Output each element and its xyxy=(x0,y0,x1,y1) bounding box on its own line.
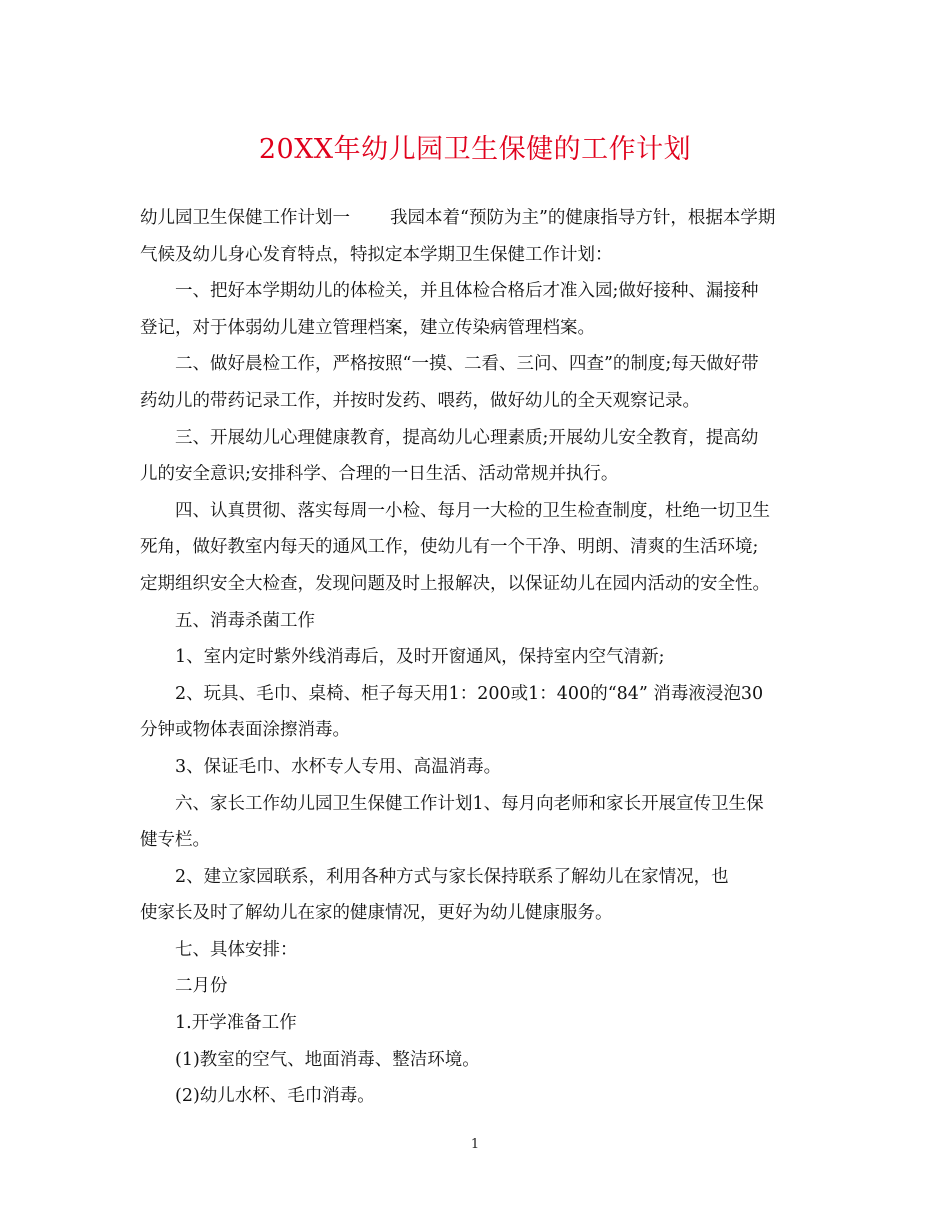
paragraph-line: 1、室内定时紫外线消毒后，及时开窗通风，保持室内空气清新; xyxy=(175,647,665,668)
paragraph-line: (2)幼儿水杯、毛巾消毒。 xyxy=(175,1086,375,1107)
paragraph-line: 药幼儿的带药记录工作，并按时发药、喂药，做好幼儿的全天观察记录。 xyxy=(140,390,700,411)
section-heading: 幼儿园卫生保健工作计划一 xyxy=(140,208,350,228)
paragraph-line: 使家长及时了解幼儿在家的健康情况，更好为幼儿健康服务。 xyxy=(140,903,613,924)
paragraph-line: 定期组织安全大检查，发现问题及时上报解决，以保证幼儿在园内活动的安全性。 xyxy=(140,573,770,594)
paragraph-line: 3、保证毛巾、水杯专人专用、高温消毒。 xyxy=(175,756,502,777)
paragraph-line: 2、建立家园联系，利用各种方式与家长保持联系了解幼儿在家情况，也 xyxy=(175,866,729,887)
paragraph-line: 儿的安全意识;安排科学、合理的一日生活、活动常规并执行。 xyxy=(140,464,619,485)
paragraph-line xyxy=(140,200,812,237)
document-body xyxy=(140,200,812,1115)
paragraph-line: 健专栏。 xyxy=(140,830,210,851)
paragraph-line: (1)教室的空气、地面消毒、整洁环境。 xyxy=(175,1049,480,1070)
paragraph-line: 死角，做好教室内每天的通风工作，使幼儿有一个干净、明朗、清爽的生活环境; xyxy=(140,537,759,558)
paragraph-line: 登记，对于体弱幼儿建立管理档案，建立传染病管理档案。 xyxy=(140,317,595,338)
paragraph-line: 分钟或物体表面涂擦消毒。 xyxy=(140,720,350,741)
paragraph-line: 气候及幼儿身心发育特点，特拟定本学期卫生保健工作计划： xyxy=(140,244,613,265)
paragraph-line: 二月份 xyxy=(175,976,228,997)
paragraph-line: 三、开展幼儿心理健康教育，提高幼儿心理素质;开展幼儿安全教育，提高幼 xyxy=(175,427,759,448)
document-title: 20XX年幼儿园卫生保健的工作计划 xyxy=(258,134,692,165)
paragraph-line: 七、具体安排： xyxy=(175,939,298,960)
paragraph-line: 1.开学准备工作 xyxy=(175,1013,297,1034)
paragraph-text: 我园本着“预防为主”的健康指导方针，根据本学期 xyxy=(390,208,776,228)
paragraph-line: 一、把好本学期幼儿的体检关，并且体检合格后才准入园;做好接种、漏接种 xyxy=(175,281,759,302)
paragraph-line: 2、玩具、毛巾、桌椅、柜子每天用1：200或1：400的“84” 消毒液浸泡30 xyxy=(175,683,764,704)
paragraph-line: 四、认真贯彻、落实每周一小检、每月一大检的卫生检查制度，杜绝一切卫生 xyxy=(175,500,770,521)
page-number: 1 xyxy=(470,1137,480,1152)
paragraph-line: 二、做好晨检工作，严格按照“一摸、二看、三问、四查”的制度;每天做好带 xyxy=(175,354,759,375)
paragraph-line: 六、家长工作幼儿园卫生保健工作计划1、每月向老师和家长开展宣传卫生保 xyxy=(175,793,764,814)
paragraph-line: 五、消毒杀菌工作 xyxy=(175,610,315,631)
